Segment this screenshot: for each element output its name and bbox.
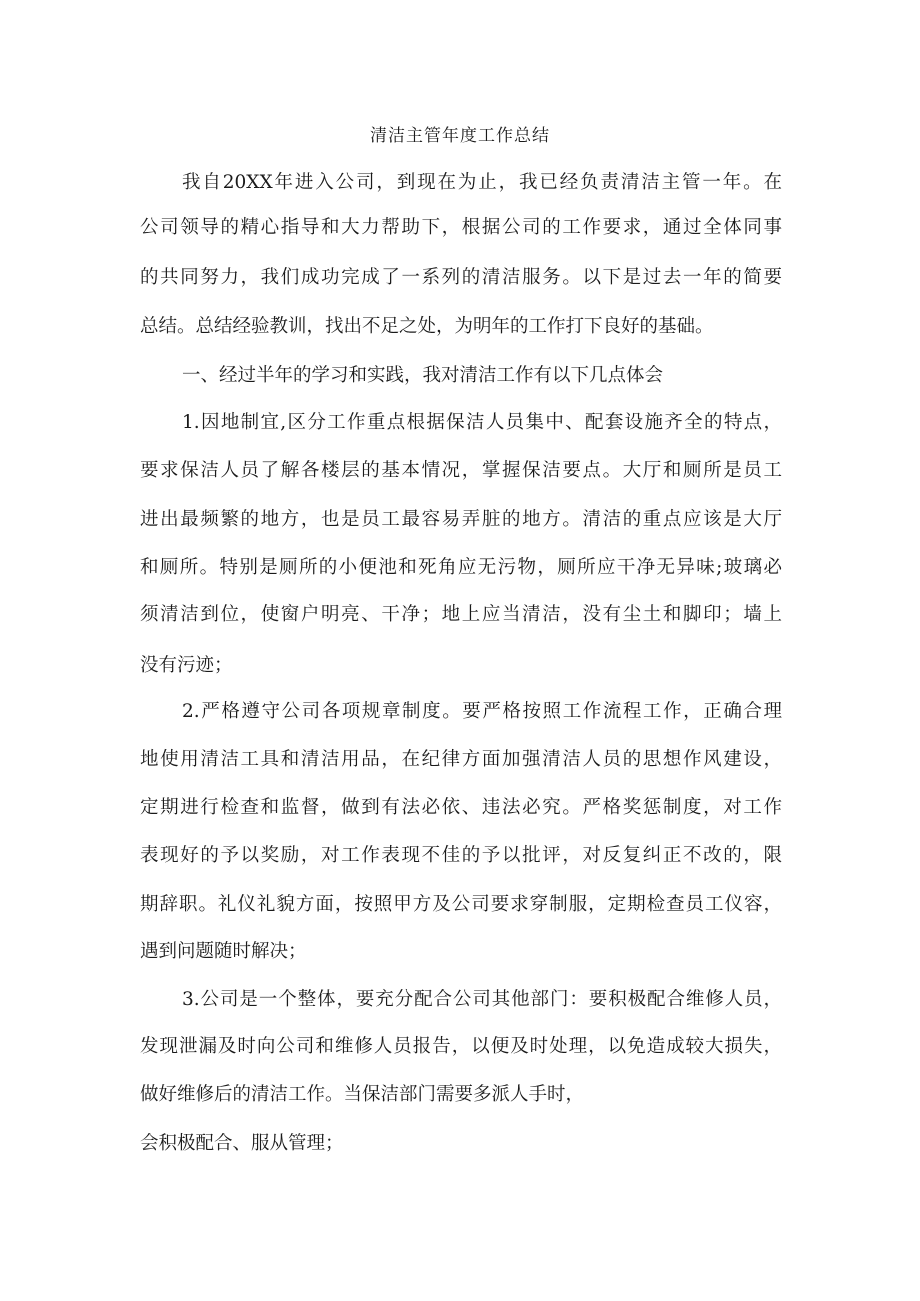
text-line: 定期进行检查和监督，做到有法必依、违法必究。严格奖惩制度，对工作 bbox=[140, 797, 782, 818]
text-line: 地使用清洁工具和清洁用品，在纪律方面加强清洁人员的思想作风建设， bbox=[140, 749, 782, 770]
text-line: 一、经过半年的学习和实践，我对清洁工作有以下几点体会 bbox=[182, 365, 664, 386]
text-line: 总结。总结经验教训，找出不足之处，为明年的工作打下良好的基础。 bbox=[140, 316, 714, 337]
text-line: 表现好的予以奖励，对工作表现不佳的予以批评，对反复纠正不改的，限 bbox=[140, 845, 782, 866]
text-line: 3.公司是一个整体，要充分配合公司其他部门：要积极配合维修人员， bbox=[182, 989, 782, 1010]
text-line: 期辞职。礼仪礼貌方面，按照甲方及公司要求穿制服，定期检查员工仪容， bbox=[140, 894, 782, 915]
text-line: 要求保洁人员了解各楼层的基本情况，掌握保洁要点。大厅和厕所是员工 bbox=[140, 460, 782, 481]
text-line: 会积极配合、服从管理； bbox=[140, 1133, 344, 1154]
text-line: 公司领导的精心指导和大力帮助下，根据公司的工作要求，通过全体同事 bbox=[140, 217, 782, 238]
text-line: 进出最频繁的地方，也是员工最容易弄脏的地方。清洁的重点应该是大厅 bbox=[140, 509, 782, 530]
text-line: 1.因地制宜,区分工作重点根据保洁人员集中、配套设施齐全的特点， bbox=[182, 412, 782, 433]
document-title: 清洁主管年度工作总结 bbox=[370, 126, 550, 146]
text-line: 遇到问题随时解决； bbox=[140, 941, 307, 962]
text-line: 没有污迹； bbox=[140, 655, 233, 676]
text-line: 做好维修后的清洁工作。当保洁部门需要多派人手时， bbox=[140, 1084, 585, 1105]
text-line: 须清洁到位，使窗户明亮、干净；地上应当清洁，没有尘土和脚印；墙上 bbox=[140, 604, 782, 625]
text-line: 和厕所。特别是厕所的小便池和死角应无污物，厕所应干净无异味;玻璃必 bbox=[140, 557, 782, 578]
text-line: 的共同努力，我们成功完成了一系列的清洁服务。以下是过去一年的简要 bbox=[140, 267, 782, 288]
text-line: 发现泄漏及时向公司和维修人员报告，以便及时处理，以免造成较大损失， bbox=[140, 1036, 782, 1057]
text-line: 我自20XX年进入公司，到现在为止，我已经负责清洁主管一年。在 bbox=[182, 172, 782, 193]
text-line: 2.严格遵守公司各项规章制度。要严格按照工作流程工作，正确合理 bbox=[182, 701, 782, 722]
